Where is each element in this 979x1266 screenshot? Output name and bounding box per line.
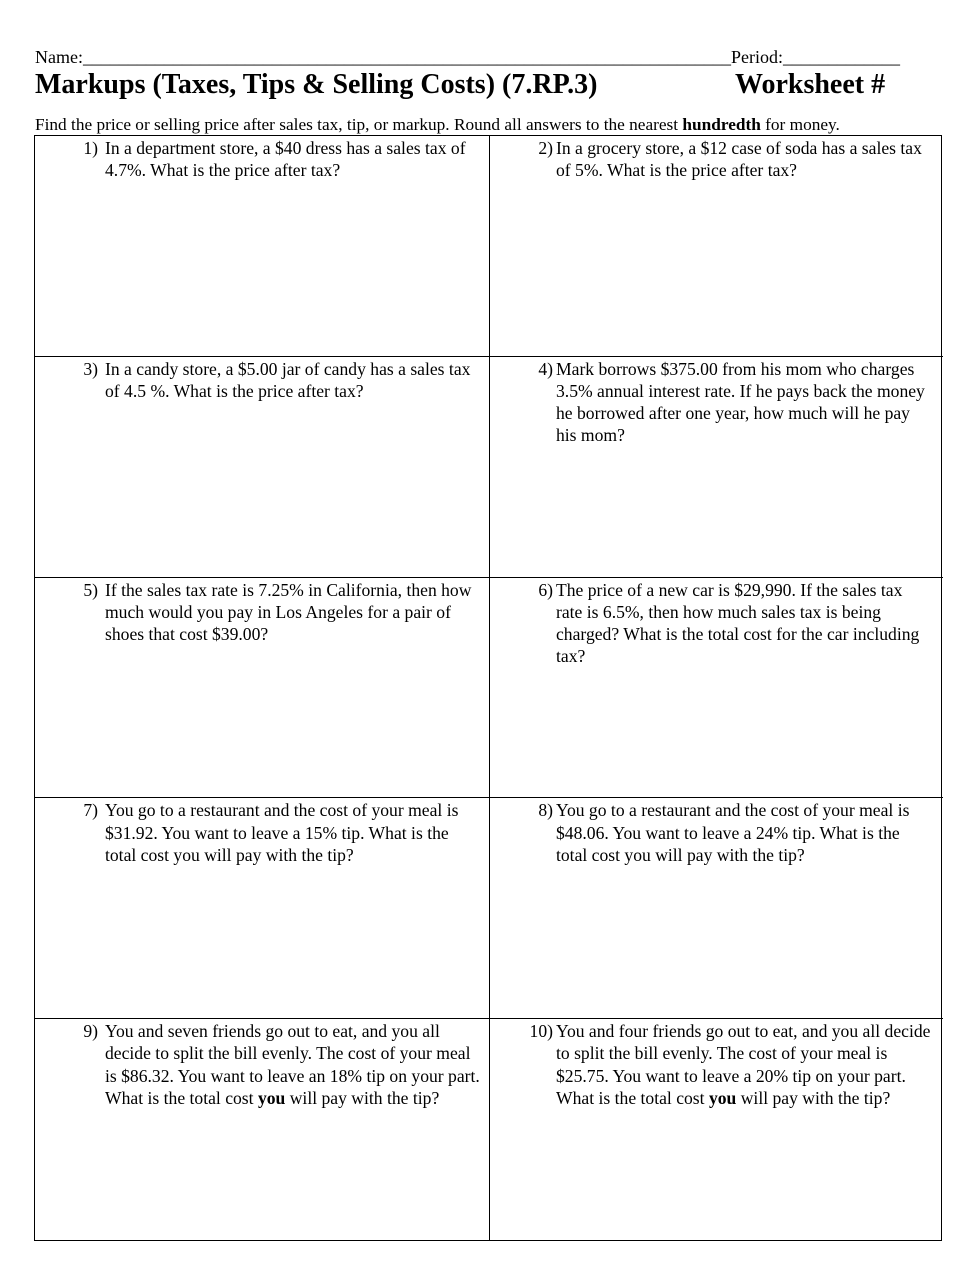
question-cell[interactable]: [490, 357, 943, 578]
worksheet-title: Markups (Taxes, Tips & Selling Costs) (7.RP.3): [35, 69, 598, 100]
question-text: If the sales tax rate is 7.25% in California, then how much would you pay in Los Angeles for a pair of shoes that cost $39.00?: [105, 579, 472, 644]
instructions-text-start: Find the price or selling price after sales tax, tip, or markup. Round all answers to the nearest: [35, 115, 683, 134]
name-period-line: [35, 46, 939, 68]
question-text: [105, 1020, 483, 1109]
question-text: You go to a restaurant and the cost of your meal is $48.06. You want to leave a 24% tip. What is the total cost you will pay with the tip?: [556, 800, 910, 865]
question-6: [520, 579, 932, 668]
period-label: Period:: [730, 47, 783, 67]
question-text: You go to a restaurant and the cost of your meal is $31.92. You want to leave a 15% tip. What is the total cost you will pay with the tip?: [105, 800, 459, 865]
question-cell[interactable]: [35, 798, 490, 1019]
question-2: [520, 137, 932, 181]
question-number: 8): [538, 800, 553, 821]
question-text-end: will pay with the tip?: [285, 1087, 440, 1108]
question-number: 10): [529, 1021, 553, 1042]
question-text: [556, 1020, 932, 1109]
question-cell[interactable]: [490, 1019, 943, 1240]
name-blank[interactable]: ________________________________________________________________________: [82, 47, 731, 67]
question-text-end: will pay with the tip?: [736, 1087, 891, 1108]
question-cell[interactable]: [490, 136, 943, 357]
question-text: In a candy store, a $5.00 jar of candy has a sales tax of 4.5 %. What is the price after tax?: [105, 358, 471, 401]
question-cell[interactable]: [35, 357, 490, 578]
question-10: [520, 1020, 932, 1109]
question-cell[interactable]: [35, 578, 490, 799]
question-number: 1): [83, 138, 98, 158]
question-7: [69, 799, 511, 866]
question-cell[interactable]: [35, 1019, 490, 1240]
question-number: 5): [83, 579, 98, 600]
question-number: 2): [538, 138, 553, 158]
question-text: Mark borrows $375.00 from his mom who charges 3.5% annual interest rate. If he pays back the money he borrowed after one year, how much will he pay his mom?: [556, 358, 925, 446]
question-text-start: You and seven friends go out to eat, and you all decide to split the bill evenly. The cost of your meal is $86.32. You want to leave an 18% tip on your part. What is the total cost: [105, 1021, 480, 1108]
instructions-text-end: for money.: [760, 115, 840, 134]
question-number: 7): [83, 800, 98, 821]
instructions: [35, 114, 945, 136]
question-cell[interactable]: [490, 578, 943, 799]
question-bold-word: you: [257, 1087, 286, 1108]
question-cell[interactable]: [35, 136, 490, 357]
instructions-bold-word: hundredth: [682, 115, 761, 134]
question-number: 4): [538, 358, 553, 379]
question-number: 6): [538, 579, 553, 600]
question-text: In a department store, a $40 dress has a sales tax of 4.7%. What is the price after tax?: [105, 138, 466, 181]
name-label: Name:: [35, 47, 83, 67]
question-4: [520, 358, 932, 447]
question-cell[interactable]: [490, 798, 943, 1019]
question-3: [69, 358, 511, 402]
question-number: 9): [83, 1021, 98, 1042]
worksheet-number-label: Worksheet #: [735, 69, 886, 100]
question-1: [69, 137, 511, 181]
question-text: The price of a new car is $29,990. If the sales tax rate is 6.5%, then how much sales tax is being charged? What is the total cost for the car including tax?: [556, 579, 920, 667]
question-bold-word: you: [708, 1087, 737, 1108]
question-8: [520, 799, 932, 866]
question-grid: [34, 135, 942, 1241]
question-9: [69, 1020, 511, 1109]
question-text-start: You and four friends go out to eat, and you all decide to split the bill evenly. The cost of your meal is $25.75. You want to leave a 20% tip on your part. What is the total cost: [556, 1021, 931, 1108]
question-number: 3): [83, 358, 98, 379]
question-text: In a grocery store, a $12 case of soda has a sales tax of 5%. What is the price after tax?: [556, 138, 922, 181]
period-blank[interactable]: _____________: [782, 47, 900, 67]
question-5: [69, 579, 511, 646]
